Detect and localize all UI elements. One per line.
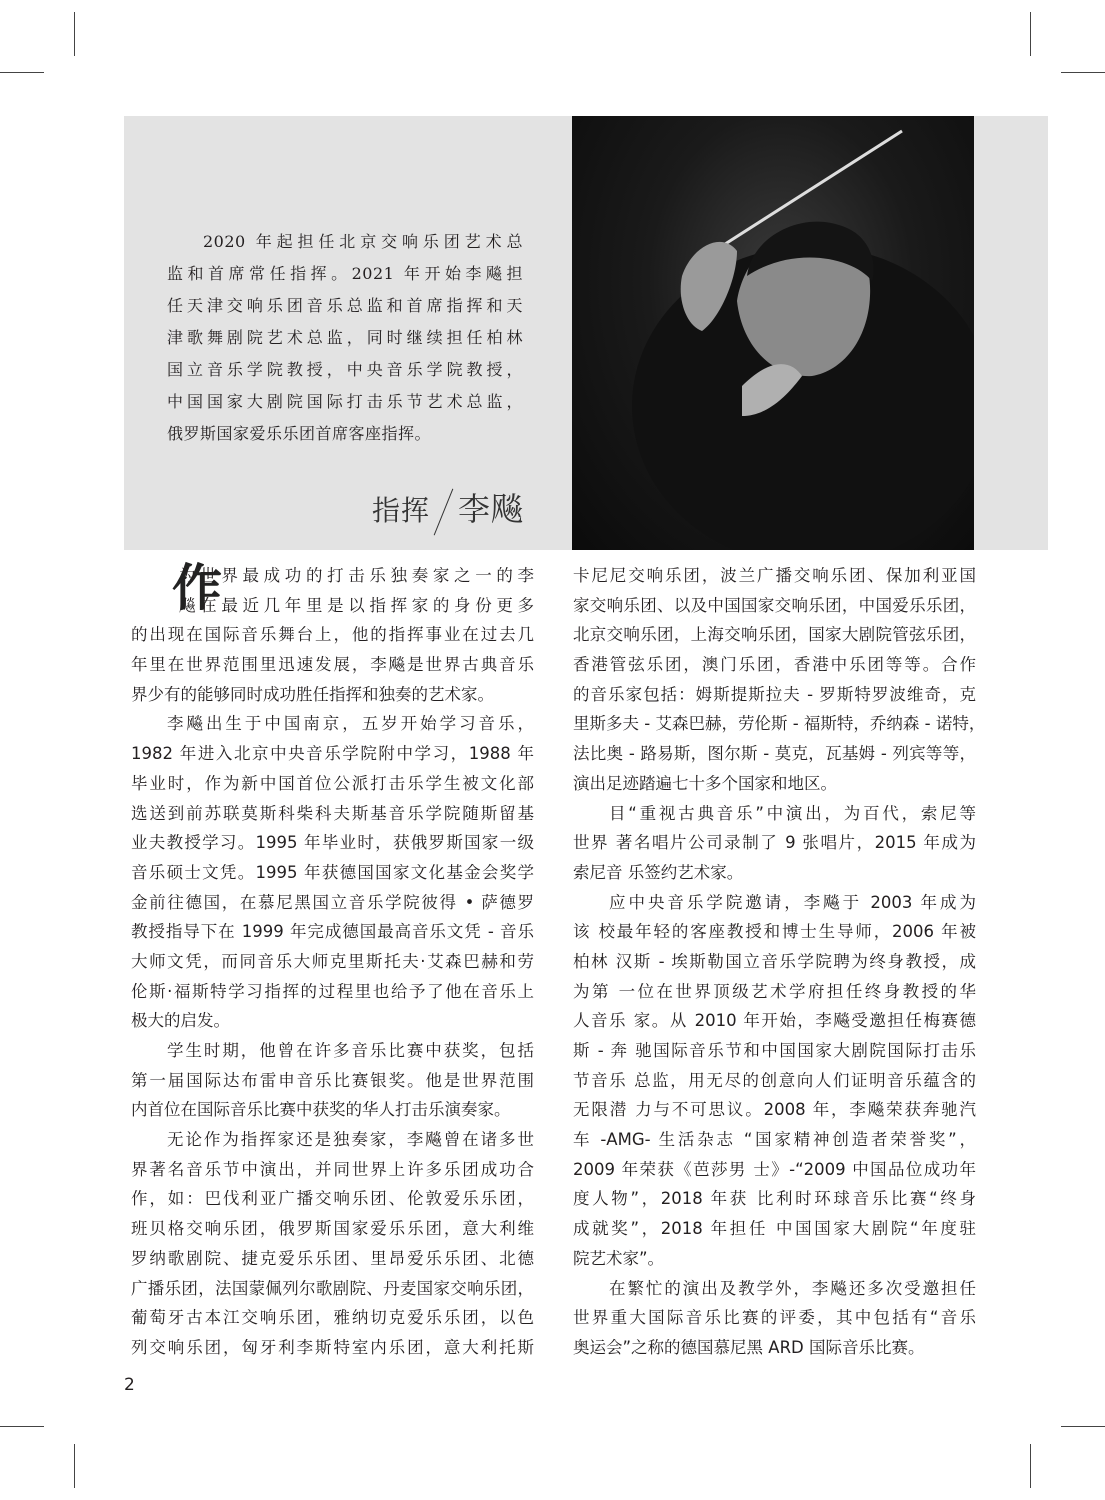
paragraph-line: 应中央音乐学院邀请，李飚于 2003 年成为 xyxy=(609,892,976,912)
intro-line: 监和首席常任指挥。2021 年开始李飚担 xyxy=(167,264,523,283)
paragraph-line: 界少有的能够同时成功胜任指挥和独奏的艺术家。 xyxy=(131,684,494,704)
paragraph-line: 无限潜 力与不可思议。2008 年，李飚荣获奔驰汽 xyxy=(573,1100,976,1120)
paragraph-line: 索尼音 乐签约艺术家。 xyxy=(573,862,744,882)
title-name: 李飚 xyxy=(458,490,525,528)
paragraph-line: 度人物”，2018 年获 比利时环球音乐比赛“终身 xyxy=(573,1189,976,1209)
paragraph-line: 的出现在国际音乐舞台上，他的指挥事业在过去几 xyxy=(131,625,534,645)
paragraph-line: 车 -AMG- 生活杂志 “国家精神创造者荣誉奖”， xyxy=(573,1130,976,1150)
paragraph-line: 2009 年荣获《芭莎男 士》-“2009 中国品位成功年 xyxy=(573,1159,976,1179)
paragraph-line: 家交响乐团、以及中国国家交响乐团，中国爱乐乐团， xyxy=(573,595,976,615)
crop-mark xyxy=(74,12,75,56)
paragraph-line: 北京交响乐团，上海交响乐团，国家大剧院管弦乐团， xyxy=(573,625,976,645)
paragraph-line: 金前往德国，在慕尼黑国立音乐学院彼得 • 萨德罗 xyxy=(131,892,534,912)
paragraph-line: 葡萄牙古本江交响乐团，雅纳切克爱乐乐团，以色 xyxy=(131,1308,534,1328)
paragraph-line: 法比奥 - 路易斯，图尔斯 - 莫克，瓦基姆 - 列宾等等， xyxy=(573,744,976,764)
intro-caption xyxy=(167,226,523,450)
right-column xyxy=(573,561,986,1363)
paragraph-line: 演出足迹踏遍七十多个国家和地区。 xyxy=(573,773,837,793)
paragraph-line: 人音乐 家。从 2010 年开始，李飚受邀担任梅赛德 xyxy=(573,1011,976,1031)
paragraph-line: 柏林 汉斯 - 埃斯勒国立音乐学院聘为终身教授，成 xyxy=(573,951,976,971)
paragraph-line: 音乐硕士文凭。1995 年获德国国家文化基金会奖学 xyxy=(131,862,534,882)
paragraph-line: 业夫教授学习。1995 年毕业时，获俄罗斯国家一级 xyxy=(131,833,534,853)
crop-mark xyxy=(1061,1426,1105,1427)
paragraph-line: 列交响乐团，匈牙利李斯特室内乐团，意大利托斯 xyxy=(131,1337,534,1357)
paragraph-line: 第一届国际达布雷申音乐比赛银奖。他是世界范围 xyxy=(131,1070,534,1090)
intro-line: 任天津交响乐团音乐总监和首席指挥和天 xyxy=(167,296,523,315)
crop-mark xyxy=(1061,72,1105,73)
paragraph-line: 选送到前苏联莫斯科柴科夫斯基音乐学院随斯留基 xyxy=(131,803,534,823)
crop-mark xyxy=(0,72,44,73)
paragraph-line: 作，如：巴伐利亚广播交响乐团、伦敦爱乐乐团， xyxy=(131,1189,534,1209)
paragraph-line: 1982 年进入北京中央音乐学院附中学习，1988 年 xyxy=(131,744,534,764)
intro-line: 津歌舞剧院艺术总监，同时继续担任柏林 xyxy=(167,328,523,347)
paragraph-line: 香港管弦乐团，澳门乐团，香港中乐团等等。合作 xyxy=(573,655,976,675)
paragraph-line: 伦斯·福斯特学习指挥的过程里也给予了他在音乐上 xyxy=(131,981,534,1001)
conductor-photo xyxy=(572,116,974,550)
conductor-illustration xyxy=(572,116,974,550)
page-number: 2 xyxy=(124,1375,135,1395)
paragraph-line: 成就奖”，2018 年担任 中国国家大剧院“年度驻 xyxy=(573,1219,976,1239)
left-column xyxy=(131,561,534,1363)
paragraph-line: 里斯多夫 - 艾森巴赫，劳伦斯 - 福斯特，乔纳森 - 诺特， xyxy=(573,714,986,734)
paragraph-line: 世界 著名唱片公司录制了 9 张唱片，2015 年成为 xyxy=(573,833,976,853)
paragraph-line: 世界重大国际音乐比赛的评委，其中包括有“音乐 xyxy=(573,1308,976,1328)
paragraph-line: 教授指导下在 1999 年完成德国最高音乐文凭 - 音乐 xyxy=(131,922,534,942)
intro-line: 2020 年起担任北京交响乐团艺术总 xyxy=(203,232,523,251)
paragraph-line: 界著名音乐节中演出，并同世界上许多乐团成功合 xyxy=(131,1159,534,1179)
crop-mark xyxy=(1030,12,1031,56)
paragraph-line: 在繁忙的演出及教学外，李飚还多次受邀担任 xyxy=(609,1278,976,1298)
paragraph-line: 广播乐团，法国蒙佩列尔歌剧院、丹麦国家交响乐团， xyxy=(131,1278,534,1298)
intro-line: 国立音乐学院教授，中央音乐学院教授， xyxy=(167,360,523,379)
title-slash xyxy=(430,489,458,535)
paragraph-line: 毕业时，作为新中国首位公派打击乐学生被文化部 xyxy=(131,773,534,793)
paragraph-line: 目“重视古典音乐”中演出，为百代，索尼等 xyxy=(609,803,976,823)
paragraph-line: 李飚出生于中国南京，五岁开始学习音乐， xyxy=(167,714,534,734)
paragraph-line: 飚在最近几年里是以指挥家的身份更多 xyxy=(179,595,534,615)
paragraph-line: 卡尼尼交响乐团，波兰广播交响乐团、保加利亚国 xyxy=(573,566,976,585)
paragraph-line: 为第 一位在世界顶级艺术学府担任终身教授的华 xyxy=(573,981,976,1001)
paragraph-line: 院艺术家”。 xyxy=(573,1248,665,1268)
crop-mark xyxy=(74,1444,75,1488)
paragraph-line: 大师文凭，而同音乐大师克里斯托夫·艾森巴赫和劳 xyxy=(131,951,534,971)
paragraph-line: 无论作为指挥家还是独奏家，李飚曾在诸多世 xyxy=(167,1130,534,1150)
paragraph-line: 的音乐家包括：姆斯提斯拉夫 - 罗斯特罗波维奇，克 xyxy=(573,684,976,704)
paragraph-line: 学生时期，他曾在许多音乐比赛中获奖，包括 xyxy=(167,1041,534,1060)
title-role: 指挥 xyxy=(372,494,431,527)
paragraph-line: 该 校最年轻的客座教授和博士生导师，2006 年被 xyxy=(573,922,976,942)
paragraph-line: 奥运会”之称的德国慕尼黑 ARD 国际音乐比赛。 xyxy=(573,1337,925,1357)
paragraph-line: 极大的启发。 xyxy=(131,1011,230,1031)
paragraph-line: 年里在世界范围里迅速发展，李飚是世界古典音乐 xyxy=(131,655,534,675)
page-title xyxy=(372,484,524,535)
drop-cap: 作 xyxy=(172,559,222,617)
paragraph-line: 班贝格交响乐团，俄罗斯国家爱乐乐团，意大利维 xyxy=(131,1219,534,1239)
paragraph-line: 为世界最成功的打击乐独奏家之一的李 xyxy=(179,566,534,585)
paragraph-line: 罗纳歌剧院、捷克爱乐乐团、里昂爱乐乐团、北德 xyxy=(131,1248,534,1268)
paragraph-line: 斯 - 奔 驰国际音乐节和中国国家大剧院国际打击乐 xyxy=(573,1041,976,1060)
intro-line: 中国国家大剧院国际打击乐节艺术总监， xyxy=(167,392,523,411)
crop-mark xyxy=(1030,1444,1031,1488)
intro-line: 俄罗斯国家爱乐乐团首席客座指挥。 xyxy=(167,424,432,443)
paragraph-line: 内首位在国际音乐比赛中获奖的华人打击乐演奏家。 xyxy=(131,1100,511,1120)
crop-mark xyxy=(0,1426,44,1427)
paragraph-line: 节音乐 总监，用无尽的创意向人们证明音乐蕴含的 xyxy=(573,1070,976,1090)
